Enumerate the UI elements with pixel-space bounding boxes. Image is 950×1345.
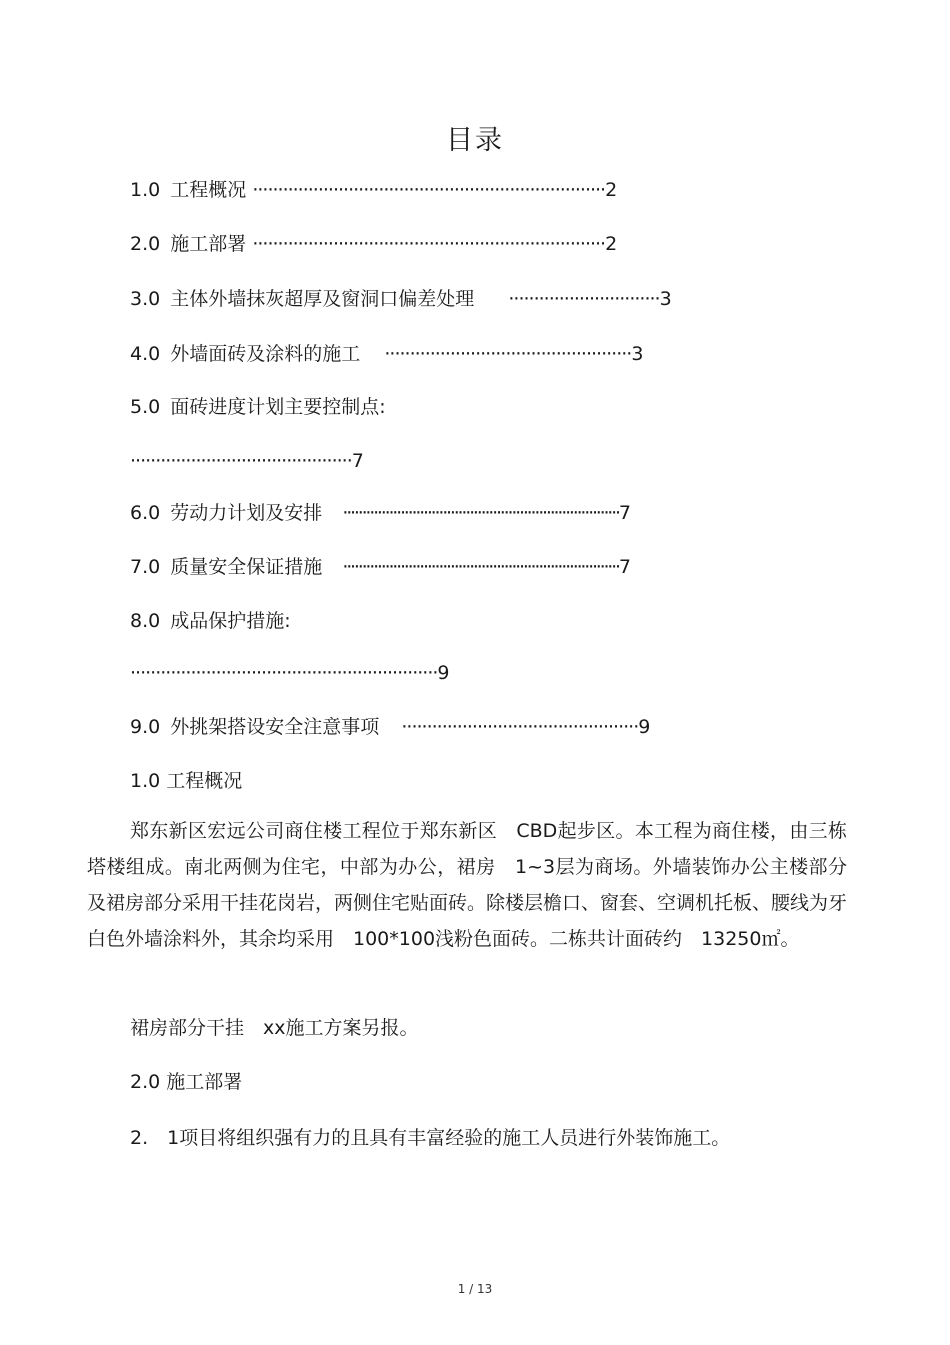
- toc-label: 主体外墙抹灰超厚及窗洞口偏差处理: [170, 288, 475, 310]
- toc-entry[interactable]: [130, 341, 643, 367]
- toc-number: 2.0: [130, 233, 161, 255]
- toc-number: 8.0: [130, 610, 161, 632]
- section-paragraph: 郑东新区宏远公司商住楼工程位于郑东新区 CBD起步区。本工程为商住楼，由三栋塔楼组成。南北两侧为住宅，中部为办公，裙房 1~3层为商场。外墙装饰办公主楼部分及裙房部分采用干挂花岗岩，两侧住宅贴面砖。除楼层檐口、窗套、空调机托板、腰线为牙白色外墙涂料外，其余均采用 100*100浅粉色面砖。二栋共计面砖约 13250㎡。: [87, 820, 848, 950]
- toc-page: 7: [351, 450, 364, 472]
- toc-number: 1.0: [130, 179, 161, 201]
- toc-leader: ···············································: [401, 716, 639, 738]
- toc-leader: ········································································: [342, 502, 619, 524]
- toc-entry[interactable]: [130, 177, 617, 203]
- toc-entry[interactable]: [130, 608, 291, 634]
- toc-number: 7.0: [130, 556, 161, 578]
- toc-page: 7: [618, 556, 631, 578]
- page-number: 1 / 13: [457, 1282, 493, 1296]
- toc-label: 工程概况: [170, 179, 247, 201]
- toc-number: 6.0: [130, 502, 161, 524]
- toc-leader: ······································································: [252, 233, 606, 255]
- toc-label: 面砖进度计划主要控制点:: [170, 396, 386, 418]
- toc-leader: ······························: [508, 288, 660, 310]
- toc-label: 成品保护措施:: [170, 610, 291, 632]
- toc-entry-continuation[interactable]: [130, 448, 364, 474]
- toc-entry[interactable]: [130, 500, 631, 526]
- toc-title: 目录: [446, 125, 504, 156]
- toc-entry[interactable]: [130, 554, 631, 580]
- section-note: 裙房部分干挂 xx施工方案另报。: [130, 1017, 419, 1039]
- toc-page: 2: [605, 179, 618, 201]
- toc-entry-continuation[interactable]: [130, 660, 450, 686]
- toc-page: 9: [638, 716, 651, 738]
- toc-page: 3: [631, 343, 644, 365]
- section-heading: 2.0 施工部署: [130, 1071, 243, 1093]
- toc-page: 3: [659, 288, 672, 310]
- toc-leader: ·················································: [384, 343, 632, 365]
- toc-leader: ············································: [130, 450, 352, 472]
- toc-number: 3.0: [130, 288, 161, 310]
- toc-page: 2: [605, 233, 618, 255]
- toc-number: 9.0: [130, 716, 161, 738]
- toc-label: 质量安全保证措施: [170, 556, 323, 578]
- toc-entry[interactable]: [130, 286, 672, 312]
- toc-page: 9: [437, 662, 450, 684]
- toc-entry[interactable]: [130, 231, 617, 257]
- toc-leader: ········································································: [342, 556, 619, 578]
- toc-label: 外墙面砖及涂料的施工: [170, 343, 361, 365]
- section-heading: 1.0 工程概况: [130, 770, 243, 792]
- toc-label: 劳动力计划及安排: [170, 502, 323, 524]
- toc-label: 外挑架搭设安全注意事项: [170, 716, 380, 738]
- toc-number: 4.0: [130, 343, 161, 365]
- toc-entry[interactable]: [130, 714, 650, 740]
- section-item: 2. 1项目将组织强有力的且具有丰富经验的施工人员进行外装饰施工。: [130, 1127, 731, 1149]
- toc-page: 7: [618, 502, 631, 524]
- toc-entry[interactable]: [130, 394, 386, 420]
- toc-leader: ······································································: [252, 179, 606, 201]
- toc-label: 施工部署: [170, 233, 247, 255]
- toc-leader: ·····························································: [130, 662, 438, 684]
- toc-number: 5.0: [130, 396, 161, 418]
